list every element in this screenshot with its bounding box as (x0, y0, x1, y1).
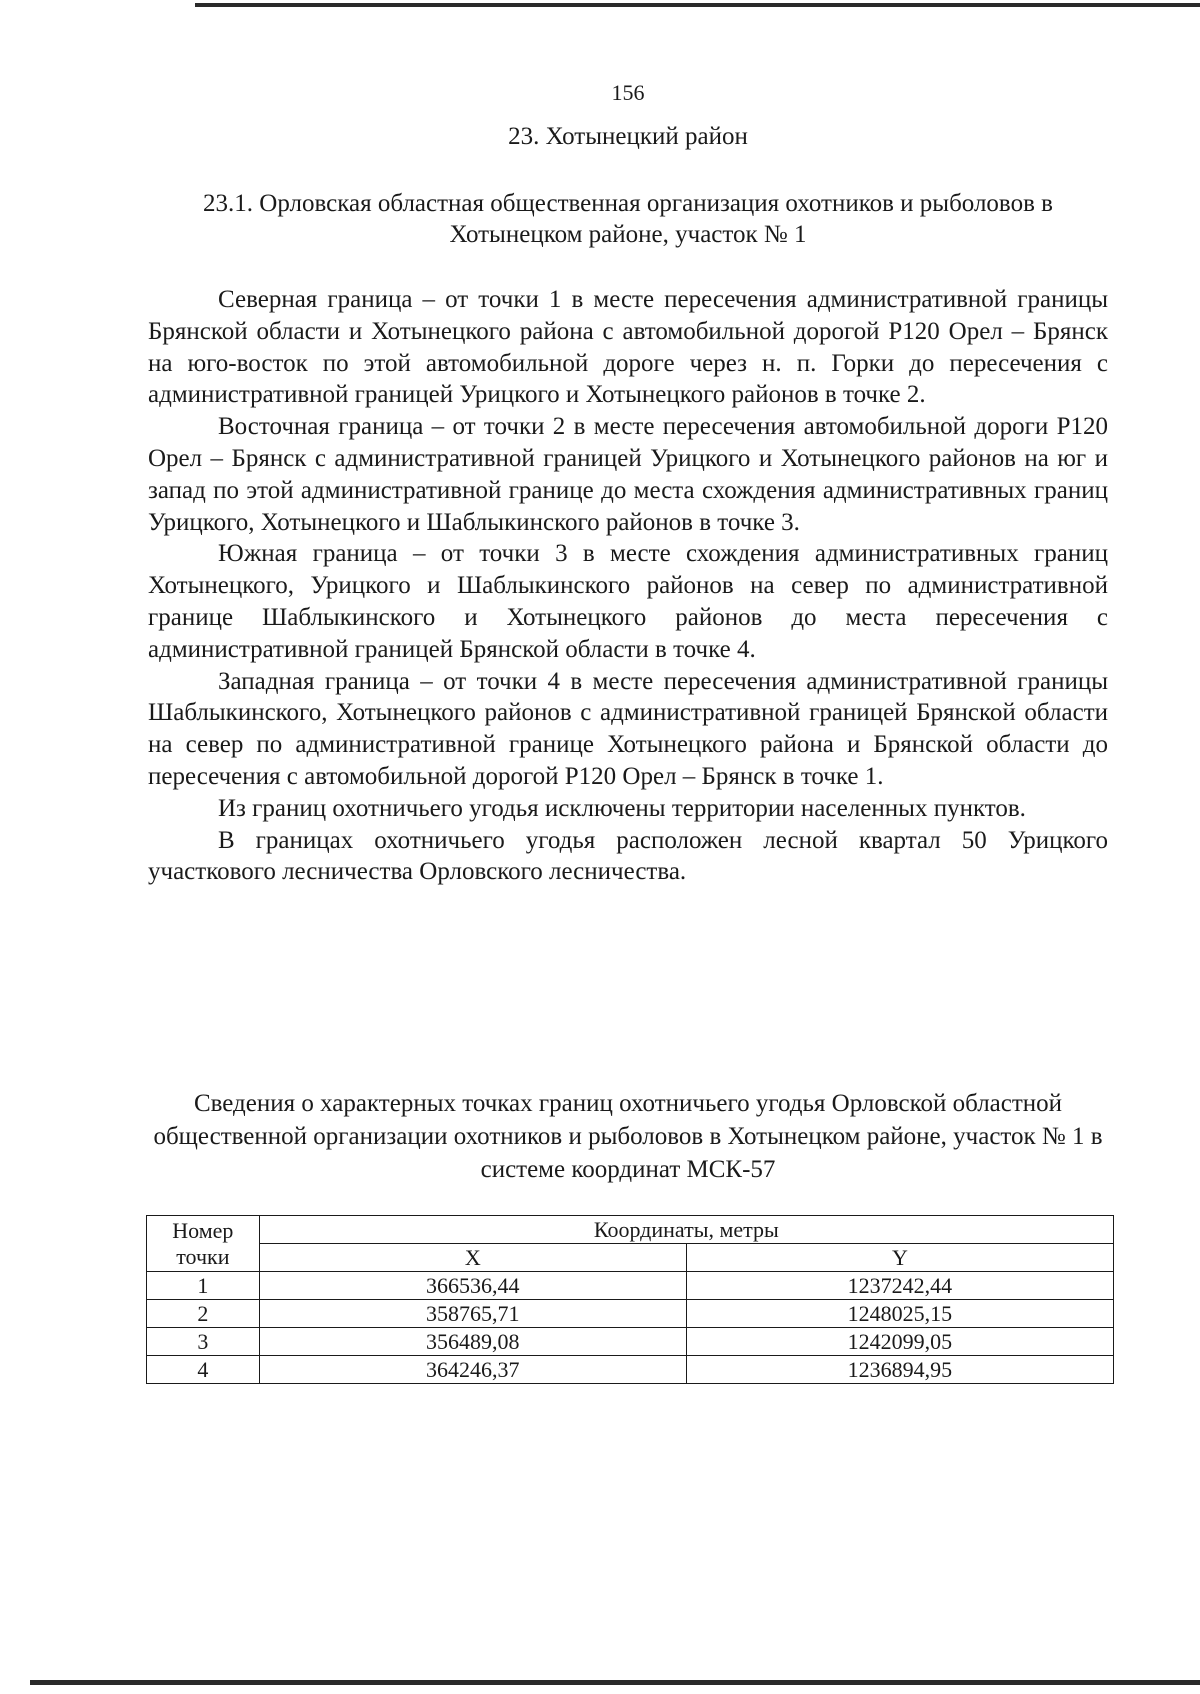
cell-x: 366536,44 (259, 1272, 686, 1300)
section-title: 23. Хотынецкий район (508, 123, 748, 150)
paragraph-north-boundary: Северная граница – от точки 1 в месте пересечения административной границы Брянской области и Хотынецкого района с автомобильной дорогой Р120 Орел – Брянск на юго-восток по этой автомобильной дороге через н. п. Горки до пересечения с административной границей Урицкого и Хотынецкого районов в точке 2. (148, 286, 1108, 409)
paragraph-exclusions: Из границ охотничьего угодья исключены территории населенных пунктов. (218, 794, 1026, 822)
table-row (147, 1356, 1114, 1384)
body-text (148, 284, 1108, 888)
table-row (147, 1272, 1114, 1300)
paragraph-south-boundary: Южная граница – от точки 3 в месте схождения административных границ Хотынецкого, Урицкого и Шаблыкинского районов на север по административной границе Шаблыкинского и Хотынецкого районов до места пересечения с административной границей Брянской области в точке 4. (148, 540, 1108, 663)
table-row (147, 1328, 1114, 1356)
paragraph-east-boundary: Восточная граница – от точки 2 в месте пересечения автомобильной дороги Р120 Орел – Брянск с административной границей Урицкого и Хотынецкого районов на юг и запад по этой административной границе до места схождения административных границ Урицкого, Хотынецкого и Шаблыкинского районов в точке 3. (148, 413, 1108, 536)
cell-x: 356489,08 (259, 1328, 686, 1356)
header-y: Y (686, 1244, 1113, 1272)
cell-y: 1248025,15 (686, 1300, 1113, 1328)
cell-point-number: 2 (147, 1300, 260, 1328)
table-row (147, 1300, 1114, 1328)
scan-edge-top (195, 3, 1200, 7)
page-number: 156 (611, 80, 645, 105)
coordinates-table (146, 1215, 1114, 1384)
cell-x: 358765,71 (259, 1300, 686, 1328)
subsection-title: 23.1. Орловская областная общественная организация охотников и рыболовов в Хотынецком районе, участок № 1 (203, 190, 1053, 248)
header-point-number: Номер точки (147, 1216, 260, 1272)
paragraph-forest-quarter: В границах охотничьего угодья расположен лесной квартал 50 Урицкого участкового лесничества Орловского лесничества. (148, 826, 1108, 886)
table-caption: Сведения о характерных точках границ охотничьего угодья Орловской областной общественной организации охотников и рыболовов в Хотынецком районе, участок № 1 в системе координат МСК-57 (153, 1090, 1103, 1183)
cell-point-number: 1 (147, 1272, 260, 1300)
scan-edge-bottom (30, 1680, 1200, 1685)
header-x: X (259, 1244, 686, 1272)
cell-y: 1237242,44 (686, 1272, 1113, 1300)
header-coordinates: Координаты, метры (259, 1216, 1113, 1244)
cell-point-number: 3 (147, 1328, 260, 1356)
cell-x: 364246,37 (259, 1356, 686, 1384)
cell-y: 1242099,05 (686, 1328, 1113, 1356)
cell-point-number: 4 (147, 1356, 260, 1384)
cell-y: 1236894,95 (686, 1356, 1113, 1384)
paragraph-west-boundary: Западная граница – от точки 4 в месте пересечения административной границы Шаблыкинского, Хотынецкого районов с административной границей Брянской области на север по административной границе Хотынецкого района и Брянской области до пересечения с автомобильной дорогой Р120 Орел – Брянск в точке 1. (148, 667, 1108, 790)
